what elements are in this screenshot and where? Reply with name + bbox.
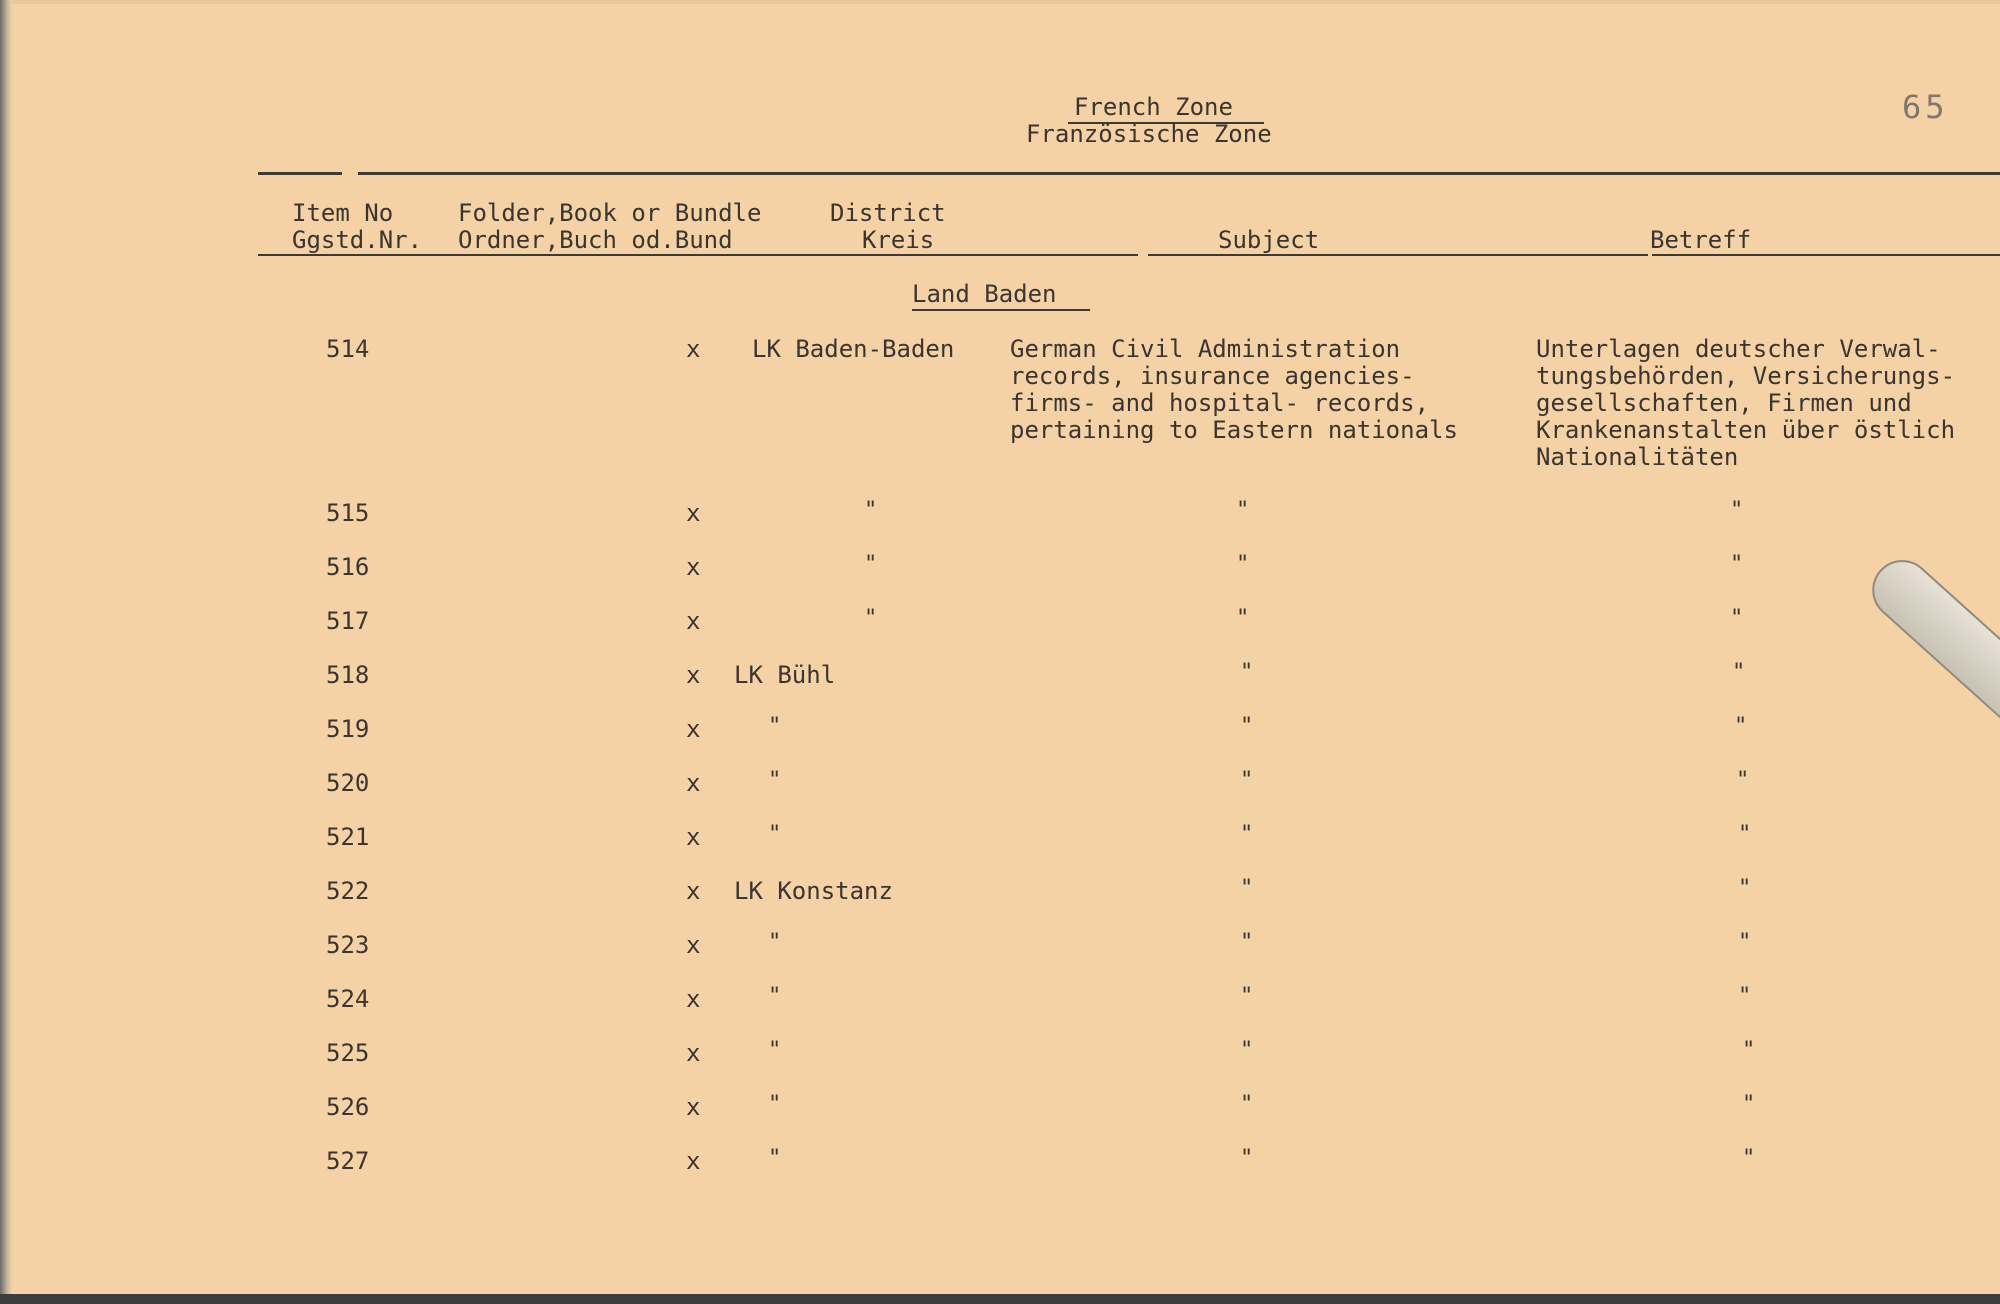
subject-ditto: " xyxy=(1240,714,1254,739)
item-number: 519 xyxy=(326,715,370,743)
item-number: 527 xyxy=(326,1147,370,1175)
district-ditto: " xyxy=(768,930,782,955)
betreff-ditto: " xyxy=(1738,876,1752,901)
betreff-ditto: " xyxy=(1730,552,1744,577)
col-folder-en: Folder,Book or Bundle xyxy=(458,199,762,227)
betreff-ditto: " xyxy=(1730,606,1744,631)
district: LK Konstanz xyxy=(734,877,893,905)
betreff-ditto: " xyxy=(1738,822,1752,847)
folder-mark: x xyxy=(686,985,701,1013)
item-number: 524 xyxy=(326,985,370,1013)
page-top-edge xyxy=(0,0,2000,4)
subject-ditto: " xyxy=(1240,984,1254,1009)
title-franzoesische-zone: Französische Zone xyxy=(1026,120,1272,148)
item-number: 525 xyxy=(326,1039,370,1067)
item-number: 522 xyxy=(326,877,370,905)
district-ditto: " xyxy=(768,714,782,739)
subject-ditto: " xyxy=(1236,606,1250,631)
district-ditto: " xyxy=(768,984,782,1009)
subject-ditto: " xyxy=(1236,498,1250,523)
pen-object xyxy=(1860,548,2000,742)
col-item-en: Item No xyxy=(292,199,394,227)
folder-mark: x xyxy=(686,1039,701,1067)
district-ditto: " xyxy=(864,606,878,631)
folder-mark: x xyxy=(686,931,701,959)
subject-ditto: " xyxy=(1240,822,1254,847)
folder-mark: x xyxy=(686,607,701,635)
district-ditto: " xyxy=(768,822,782,847)
subject-line: firms- and hospital- records, xyxy=(1010,389,1430,417)
betreff-ditto: " xyxy=(1736,768,1750,793)
district-ditto: " xyxy=(864,552,878,577)
section-heading: Land Baden xyxy=(912,280,1057,308)
betreff-ditto: " xyxy=(1730,498,1744,523)
folder-mark: x xyxy=(686,553,701,581)
district-ditto: " xyxy=(768,1092,782,1117)
betreff-line: Nationalitäten xyxy=(1536,443,1739,471)
top-rule-left xyxy=(258,172,342,175)
title-french-zone: French Zone xyxy=(1074,93,1233,121)
district-ditto: " xyxy=(864,498,878,523)
folder-mark: x xyxy=(686,715,701,743)
subject-ditto: " xyxy=(1240,930,1254,955)
subject-ditto: " xyxy=(1240,1146,1254,1171)
item-number: 515 xyxy=(326,499,370,527)
header-rule-subject xyxy=(1148,254,1648,256)
folder-mark: x xyxy=(686,661,701,689)
item-number: 518 xyxy=(326,661,370,689)
subject-ditto: " xyxy=(1240,876,1254,901)
subject-ditto: " xyxy=(1240,1038,1254,1063)
item-number: 521 xyxy=(326,823,370,851)
col-folder-de: Ordner,Buch od.Bund xyxy=(458,226,733,254)
col-subject: Subject xyxy=(1218,226,1320,254)
district: LK Bühl xyxy=(734,661,836,689)
folder-mark: x xyxy=(686,877,701,905)
betreff-ditto: " xyxy=(1742,1038,1756,1063)
betreff-ditto: " xyxy=(1738,984,1752,1009)
col-item-de: Ggstd.Nr. xyxy=(292,226,423,254)
betreff-ditto: " xyxy=(1738,930,1752,955)
betreff-line: gesellschaften, Firmen und xyxy=(1536,389,1912,417)
betreff-ditto: " xyxy=(1742,1092,1756,1117)
header-rule-betreff xyxy=(1652,254,2000,256)
subject-line: pertaining to Eastern nationals xyxy=(1010,416,1458,444)
subject-line: records, insurance agencies- xyxy=(1010,362,1415,390)
betreff-ditto: " xyxy=(1734,714,1748,739)
subject-ditto: " xyxy=(1240,1092,1254,1117)
col-betreff: Betreff xyxy=(1650,226,1752,254)
top-rule xyxy=(358,172,2000,175)
betreff-line: Unterlagen deutscher Verwal- xyxy=(1536,335,1941,363)
subject-line: German Civil Administration xyxy=(1010,335,1401,363)
folder-mark: x xyxy=(686,499,701,527)
folder-mark: x xyxy=(686,823,701,851)
folder-mark: x xyxy=(686,1147,701,1175)
item-number: 514 xyxy=(326,335,370,363)
section-underline xyxy=(912,309,1090,311)
subject-ditto: " xyxy=(1236,552,1250,577)
page-bottom-edge xyxy=(0,1294,2000,1304)
col-district-en: District xyxy=(830,199,946,227)
district: LK Baden-Baden xyxy=(752,335,955,363)
item-number: 526 xyxy=(326,1093,370,1121)
district-ditto: " xyxy=(768,1146,782,1171)
betreff-line: Krankenanstalten über östlich xyxy=(1536,416,1956,444)
item-number: 523 xyxy=(326,931,370,959)
item-number: 517 xyxy=(326,607,370,635)
header-rule-left xyxy=(258,254,1138,256)
binding-edge xyxy=(0,0,12,1304)
page-number: 65 xyxy=(1902,88,1949,126)
district-ditto: " xyxy=(768,1038,782,1063)
folder-mark: x xyxy=(686,335,701,363)
item-number: 520 xyxy=(326,769,370,797)
folder-mark: x xyxy=(686,769,701,797)
betreff-ditto: " xyxy=(1732,660,1746,685)
subject-ditto: " xyxy=(1240,768,1254,793)
district-ditto: " xyxy=(768,768,782,793)
col-district-de: Kreis xyxy=(862,226,935,254)
folder-mark: x xyxy=(686,1093,701,1121)
subject-ditto: " xyxy=(1240,660,1254,685)
item-number: 516 xyxy=(326,553,370,581)
betreff-ditto: " xyxy=(1742,1146,1756,1171)
betreff-line: tungsbehörden, Versicherungs- xyxy=(1536,362,1956,390)
